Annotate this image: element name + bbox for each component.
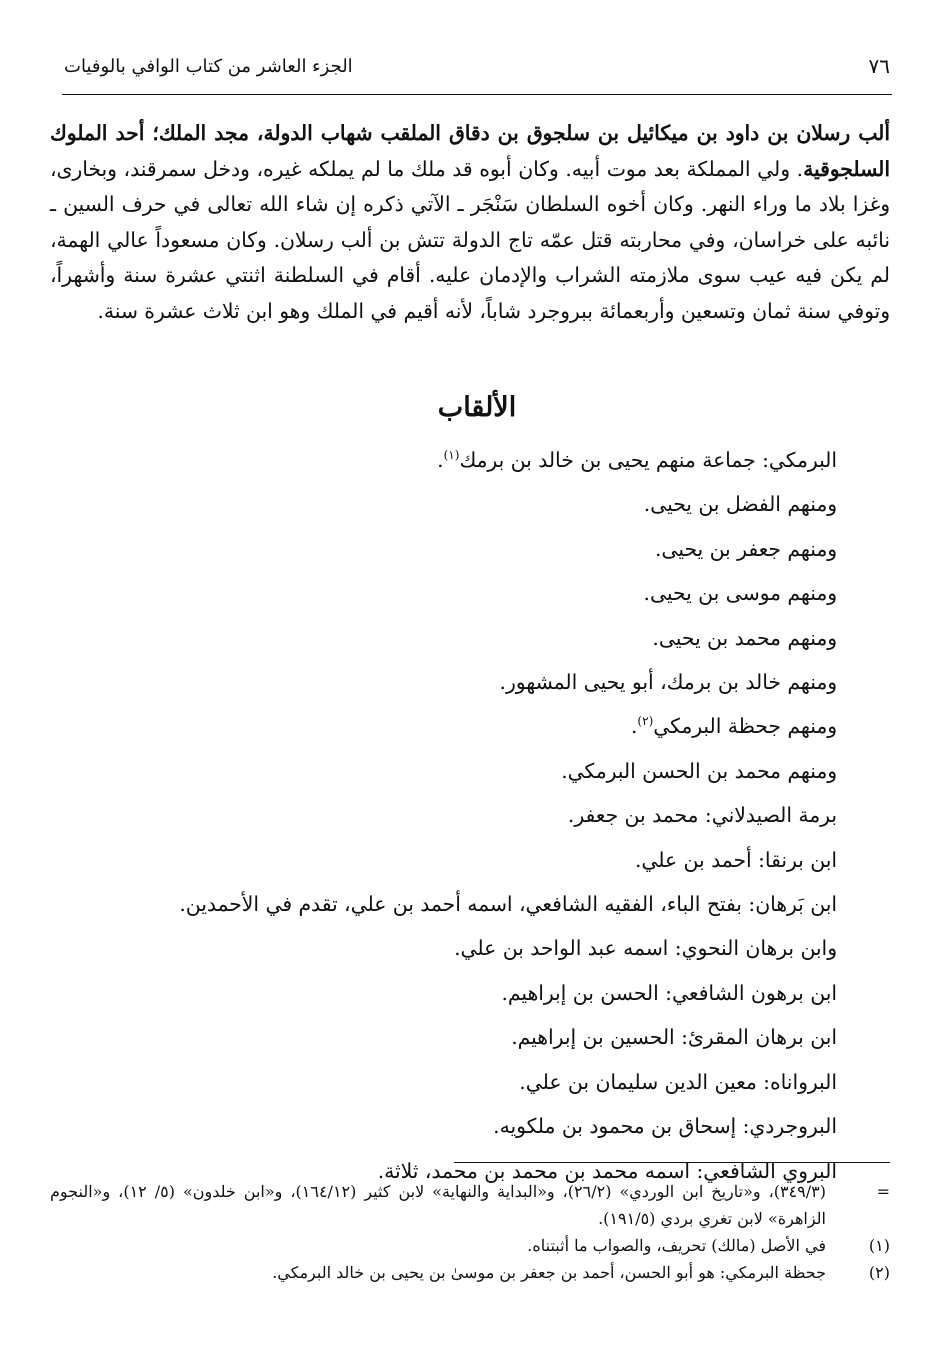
list-item [77, 527, 837, 571]
footnote-marker: = [876, 1182, 890, 1201]
page-header [62, 52, 892, 95]
list-item [77, 660, 837, 704]
footnote-continuation [50, 1178, 890, 1232]
footnote-ref: (١) [443, 448, 460, 463]
list-item [77, 616, 837, 660]
list-item [77, 926, 837, 970]
list-item [77, 438, 837, 482]
page-number: ٧٦ [868, 54, 890, 78]
footnote-1 [50, 1232, 890, 1259]
section-title: الألقاب [437, 392, 517, 423]
entry-text: البرمكي: جماعة منهم يحيى بن خالد بن برمك [459, 448, 837, 472]
footnote-text: (٣٤٩/٣)، و«تاريخ ابن الوردي» (٢٦/٢)، و«البداية والنهاية» لابن كثير (١٦٤/١٢)، و«ابن خلدون» (٥/ ١٢)، و«النجوم الزاهرة» لابن تغري بردي (١٩١/٥). [50, 1182, 826, 1228]
footnote-divider [454, 1162, 890, 1163]
entry-text: البروي الشافعي: اسمه محمد بن محمد بن محمد، ثلاثة. [377, 1158, 837, 1183]
list-item [77, 838, 837, 882]
entry-text: ومنهم محمد بن الحسن البرمكي. [561, 758, 837, 783]
entry-text: البروجردي: إسحاق بن محمود بن ملكويه. [493, 1114, 837, 1139]
list-item [77, 1060, 837, 1104]
footnote-ref: (٢) [637, 714, 654, 729]
entry-text: ابن برهان المقرئ: الحسين بن إبراهيم. [511, 1025, 837, 1050]
footnote-text: جحظة البرمكي: هو أبو الحسن، أحمد بن جعفر بن موسىٰ بن يحيى بن خالد البرمكي. [272, 1263, 826, 1282]
list-item [77, 1015, 837, 1059]
entry-text: ابن برهون الشافعي: الحسن بن إبراهيم. [501, 980, 837, 1005]
footnote-marker: (١) [868, 1236, 890, 1255]
list-item [77, 704, 837, 748]
entry-text: ومنهم الفضل بن يحيى. [643, 492, 837, 517]
footnotes [50, 1178, 890, 1286]
entry-text: ومنهم جعفر بن يحيى. [654, 536, 837, 561]
entry-text: ومنهم موسى بن يحيى. [643, 581, 837, 606]
entry-text: ابن بَرهان: بفتح الباء، الفقيه الشافعي، اسمه أحمد بن علي، تقدم في الأحمدين. [179, 892, 837, 917]
entry-text: ابن برنقا: أحمد بن علي. [634, 847, 837, 872]
entry-text: وابن برهان النحوي: اسمه عبد الواحد بن علي. [454, 936, 837, 961]
list-item [77, 971, 837, 1015]
footnote-marker: (٢) [868, 1263, 890, 1282]
list-item [77, 793, 837, 837]
alqab-list [77, 438, 837, 1193]
biography-paragraph [50, 116, 890, 330]
entry-end: . [437, 448, 444, 472]
entry-text: برمة الصيدلاني: محمد بن جعفر. [567, 803, 837, 828]
running-head: الجزء العاشر من كتاب الوافي بالوفيات [64, 56, 353, 77]
footnote-text: في الأصل (مالك) تحريف، والصواب ما أثبتناه. [527, 1236, 826, 1255]
list-item [77, 882, 837, 926]
list-item [77, 749, 837, 793]
entry-text: ومنهم محمد بن يحيى. [652, 625, 837, 650]
list-item [77, 571, 837, 615]
list-item [77, 482, 837, 526]
entry-end: . [630, 714, 638, 739]
entry-text: البرواناه: معين الدين سليمان بن علي. [519, 1069, 837, 1094]
footnote-2 [50, 1259, 890, 1286]
entry-text: ومنهم خالد بن برمك، أبو يحيى المشهور. [499, 670, 837, 695]
biography-text: . ولي المملكة بعد موت أبيه. وكان أبوه قد ملك ما لم يملكه غيره، ودخل سمرقند، وبخارى، وغزا بلاد ما وراء النهر. وكان أخوه السلطان سَنْجَر ـ الآتي ذكره إن شاء الله تعالى في حرف السين ـ نائبه على خراسان، وفي محاربته قتل عمّه تاج الدولة تتش بن ألب رسلان. وكان مسعوداً عالي الهمة، لم يكن فيه عيب سوى ملازمته الشراب والإدمان عليه. أقام في السلطنة اثنتي عشرة سنة وأشهراً، وتوفي سنة ثمان وتسعين وأربعمائة ببروجرد شاباً، لأنه أقيم في الملك وهو ابن ثلاث عشرة سنة. [50, 156, 890, 323]
entry-text: ومنهم جحظة البرمكي [653, 714, 837, 739]
biography-heading: ألب رسلان بن داود بن ميكائيل بن سلجوق بن دقاق الملقب شهاب الدولة، مجد الملك؛ أحد الملوك السلجوقية [50, 121, 890, 181]
list-item [77, 1104, 837, 1148]
